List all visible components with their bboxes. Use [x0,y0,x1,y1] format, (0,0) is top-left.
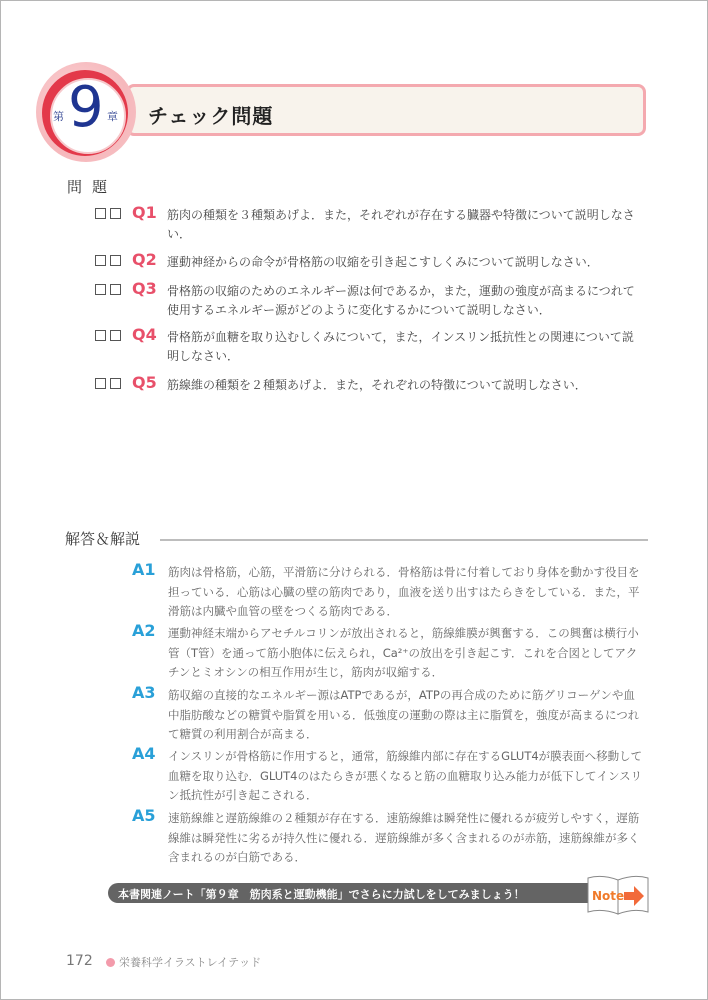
chapter-number: 9 [68,75,104,140]
chapter-suffix: 章 [107,110,118,123]
answer-text: 筋収縮の直接的なエネルギー源はATPであるが，ATPの再合成のために筋グリコーゲンや血中脂肪酸などの糖質や脂質を用いる．低強度の運動の際は主に脂質を，強度が高まるにつれて糖質の利用割合が高まる． [168,688,640,741]
question-label: Q1 [132,203,157,222]
note-label: Note [592,889,625,903]
question-label: Q5 [132,373,157,392]
checkbox[interactable] [110,378,121,389]
checkbox[interactable] [95,208,106,219]
footer-bullet-icon [106,958,115,967]
answer-text: インスリンが骨格筋に作用すると，通常，筋線維内部に存在するGLUT4が膜表面へ移動して血糖を取り込む．GLUT4のはたらきが悪くなると筋の血糖取り込み能力が低下してインスリン抵抗性が引き起こされる． [168,749,643,802]
checkbox[interactable] [95,284,106,295]
note-banner-text: 本書関連ノート「第９章 筋肉系と運動機能」でさらに力試しをしてみましょう！ [118,888,525,901]
chapter-title: チェック問題 [148,104,274,128]
checkbox[interactable] [95,255,106,266]
answers-heading: 解答＆解説 [65,530,141,548]
answer-text: 運動神経末端からアセチルコリンが放出されると，筋線維膜が興奮する．この興奮は横行小管（T管）を通って筋小胞体に伝えられ，Ca²⁺の放出を引き起こす．これを合図としてアクチンとミオシンの相互作用が生じ，筋肉が収縮する． [168,626,639,679]
question-text: 運動神経からの命令が骨格筋の収縮を引き起こすしくみについて説明しなさい． [167,255,599,269]
answer-label: A1 [132,560,156,579]
answer-text: 速筋線維と遅筋線維の２種類が存在する．速筋線維は瞬発性に優れるが疲労しやすく，遅筋線維は瞬発性に劣るが持久性に優れる．遅筋線維が多く含まれるのが赤筋，速筋線維が多く含まれるのが白筋である． [168,811,640,864]
checkbox[interactable] [95,378,106,389]
chapter-header [36,62,651,162]
checkbox[interactable] [110,284,121,295]
questions-heading: 問題 [67,178,118,196]
answer-text: 筋肉は骨格筋，心筋，平滑筋に分けられる．骨格筋は骨に付着しており身体を動かす役目を担っている．心筋は心臓の壁の筋肉であり，血液を送り出すはたらきをしている．また，平滑筋は内臓や血管の壁をつくる筋肉である． [168,565,640,618]
page-number: 172 [66,953,93,969]
question-text: 骨格筋が血糖を取り込むしくみについて，また，インスリン抵抗性との関連について説明しなさい． [167,330,634,363]
checkbox[interactable] [110,208,121,219]
question-text: 骨格筋の収縮のためのエネルギー源は何であるか，また，運動の強度が高まるにつれて使用するエネルギー源がどのように変化するかについて説明しなさい． [167,284,635,317]
answer-label: A4 [132,744,156,763]
chapter-badge [36,62,136,162]
question-label: Q3 [132,279,157,298]
answer-label: A2 [132,621,156,640]
answers-heading-rule [160,539,648,541]
question-text: 筋線維の種類を２種類あげよ．また，それぞれの特徴について説明しなさい． [167,378,587,392]
note-book-icon [584,872,652,916]
checkbox[interactable] [110,330,121,341]
question-label: Q4 [132,325,157,344]
chapter-prefix: 第 [53,110,64,123]
answer-label: A3 [132,683,156,702]
book-title: 栄養科学イラストレイテッド [119,956,262,969]
checkbox[interactable] [110,255,121,266]
checkbox[interactable] [95,330,106,341]
answer-label: A5 [132,806,156,825]
question-label: Q2 [132,250,157,269]
question-text: 筋肉の種類を３種類あげよ．また，それぞれが存在する臓器や特徴について説明しなさい． [167,208,635,241]
